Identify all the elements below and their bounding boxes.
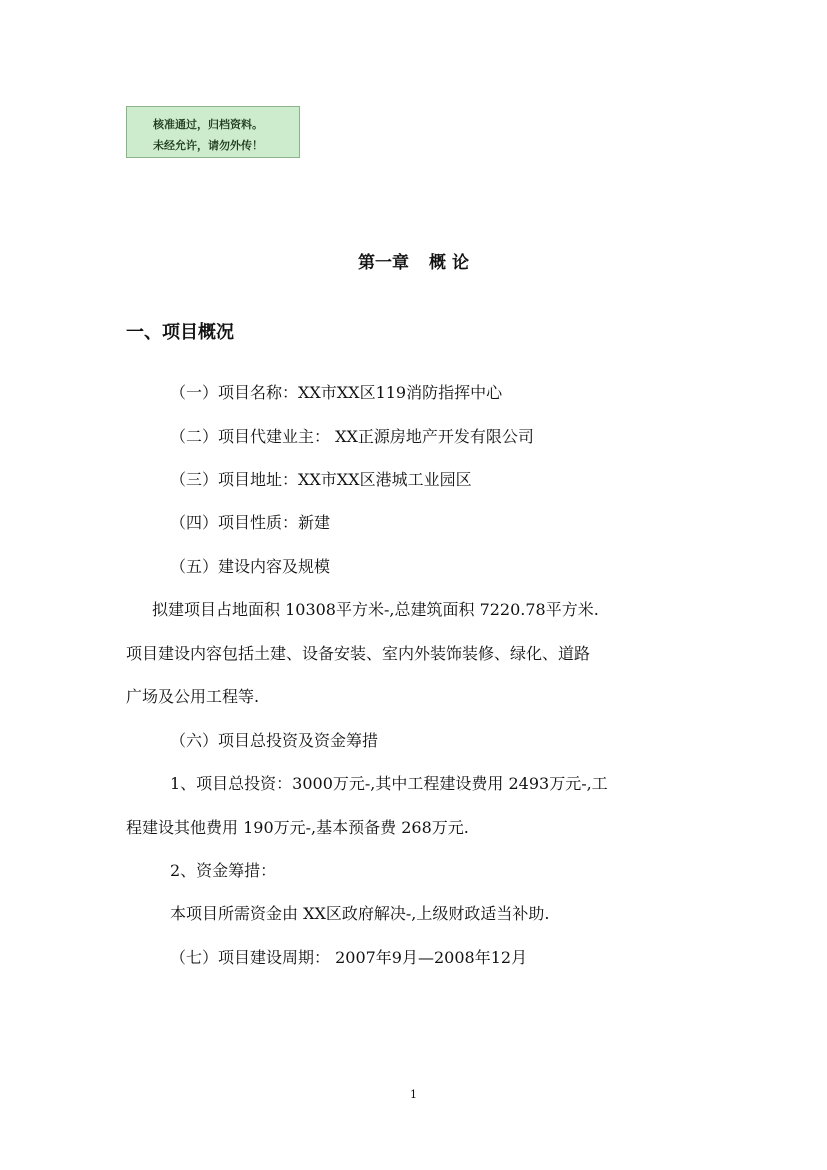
- paragraph-funding-heading: 2、资金筹措：: [170, 861, 277, 880]
- paragraph-scope-line-2: 项目建设内容包括土建、设备安装、室内外装饰装修、绿化、道路: [126, 644, 591, 663]
- paragraph-project-name: （一）项目名称：XX市XX区119消防指挥中心: [170, 383, 503, 402]
- stamp-line-1: 核准通过，归档资料。: [153, 118, 263, 131]
- paragraph-construction-period: （七）项目建设周期： 2007年9月—2008年12月: [170, 948, 528, 967]
- stamp-line-2: 未经允许，请勿外传！: [153, 139, 263, 152]
- paragraph-scope-line-1: 拟建项目占地面积 10308平方米-,总建筑面积 7220.78平方米.: [152, 600, 599, 619]
- paragraph-investment-heading: （六）项目总投资及资金筹措: [170, 731, 379, 750]
- paragraph-investment-line-2: 程建设其他费用 190万元-,基本预备费 268万元.: [126, 818, 469, 837]
- chapter-title: [0, 248, 827, 273]
- paragraph-scope-line-3: 广场及公用工程等.: [126, 687, 260, 706]
- page-number: 1: [410, 1088, 417, 1101]
- chapter-name: 概 论: [429, 253, 469, 273]
- paragraph-investment-line-1: 1、项目总投资：3000万元-,其中工程建设费用 2493万元-,工: [170, 774, 608, 793]
- paragraph-project-nature: （四）项目性质：新建: [170, 513, 331, 532]
- approval-stamp: [126, 106, 300, 158]
- chapter-number: 第一章: [358, 253, 410, 273]
- paragraph-funding-text: 本项目所需资金由 XX区政府解决-,上级财政适当补助.: [170, 904, 550, 923]
- paragraph-project-address: （三）项目地址：XX市XX区港城工业园区: [170, 470, 472, 489]
- paragraph-project-owner: （二）项目代建业主： XX正源房地产开发有限公司: [170, 427, 534, 446]
- section-heading: 一、项目概况: [126, 322, 234, 343]
- paragraph-scope-heading: （五）建设内容及规模: [170, 557, 331, 576]
